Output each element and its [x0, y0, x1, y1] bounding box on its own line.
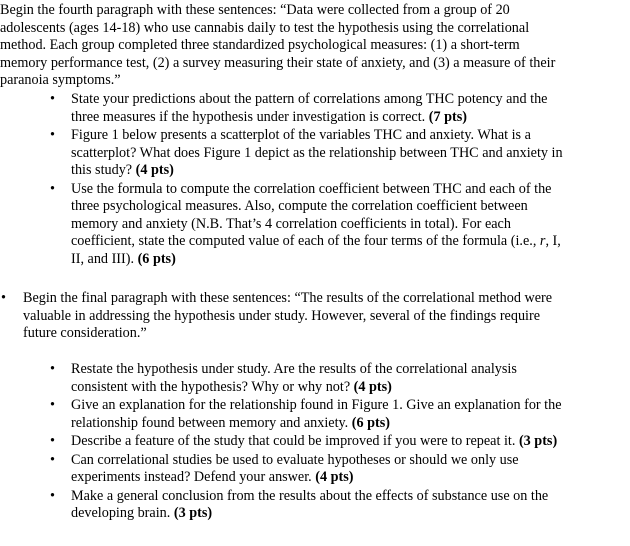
bullet-icon: • — [50, 451, 55, 468]
bullet-icon: • — [50, 397, 55, 413]
bullet-icon: • — [1, 290, 6, 306]
bullet-icon: • — [50, 180, 55, 197]
list-item-text: Figure 1 below presents a scatterplot of the variables THC and anxiety. What is a scatterplot? What does Figure 1 depict as the relationship between THC and anxiety in this study? — [71, 127, 563, 178]
points-label: (4 pts) — [315, 469, 354, 485]
points-label: (3 pts) — [173, 505, 213, 521]
list-item-text: Can correlational studies be used to evaluate hypotheses or should we only use experiments instead? Defend your answer. — [71, 451, 519, 485]
fourth-paragraph-instructions — [0, 2, 560, 90]
points-label: (3 pts) — [518, 433, 558, 449]
list-item-text: State your predictions about the pattern of correlations among THC potency and the three measures if the hypothesis under investigation is correct. — [71, 91, 548, 125]
points-label: (4 pts) — [135, 162, 174, 178]
points-label: (6 pts) — [351, 414, 391, 431]
list-item — [0, 181, 576, 269]
list-item — [0, 127, 576, 180]
final-paragraph-bullet-list — [0, 361, 630, 524]
bullet-icon: • — [50, 127, 55, 143]
bullet-icon: • — [50, 361, 55, 377]
list-item-text: Restate the hypothesis under study. Are the results of the correlational analysis consistent with the hypothesis? Why or why not? — [71, 361, 517, 395]
bullet-icon: • — [50, 487, 55, 504]
final-paragraph-text: Begin the final paragraph with these sentences: “The results of the correlational method were valuable in addressing the hypothesis under study. However, several of the findings require future consideration.” — [23, 290, 553, 341]
list-item-text: Make a general conclusion from the results about the effects of substance use on the developing brain. — [71, 487, 549, 521]
intro-text: Begin the fourth paragraph with these sentences: “Data were collected from a group of 20 adolescents (ages 14-18) who use cannabis daily to test the hypothesis using the correlational method. Each group completed three standardized psychological measures: (1) a short-term memory performance test, (2) a survey measuring their state of anxiety, and (3) a measure of their paranoia symptoms.” — [0, 2, 556, 88]
bullet-icon: • — [50, 91, 55, 107]
fourth-paragraph-bullet-list — [0, 91, 630, 269]
list-item — [0, 91, 576, 126]
list-item-text: Describe a feature of the study that could be improved if you were to repeat it. — [71, 433, 519, 449]
list-item — [0, 433, 576, 451]
list-item — [0, 361, 576, 396]
list-item-text-end: , I, II, and III). — [71, 233, 561, 267]
points-label: (6 pts) — [137, 250, 176, 267]
points-label: (7 pts) — [428, 108, 467, 125]
bullet-icon: • — [50, 433, 55, 449]
correlation-symbol: r — [539, 233, 546, 249]
list-item-text: Use the formula to compute the correlation coefficient between THC and each of the three psychological measures. Also, compute the correlation coefficient between memory and anxiety (N.B. That’s 4 correlation coefficients in total). For each coefficient, state the computed value of each of the four terms of the formula (i.e., — [71, 180, 552, 249]
list-item-text: Give an explanation for the relationship found in Figure 1. Give an explanation for the relationship found between memory and anxiety. — [71, 397, 562, 431]
list-item — [0, 452, 576, 487]
list-item — [0, 397, 576, 432]
list-item — [0, 488, 576, 523]
points-label: (4 pts) — [353, 378, 392, 395]
